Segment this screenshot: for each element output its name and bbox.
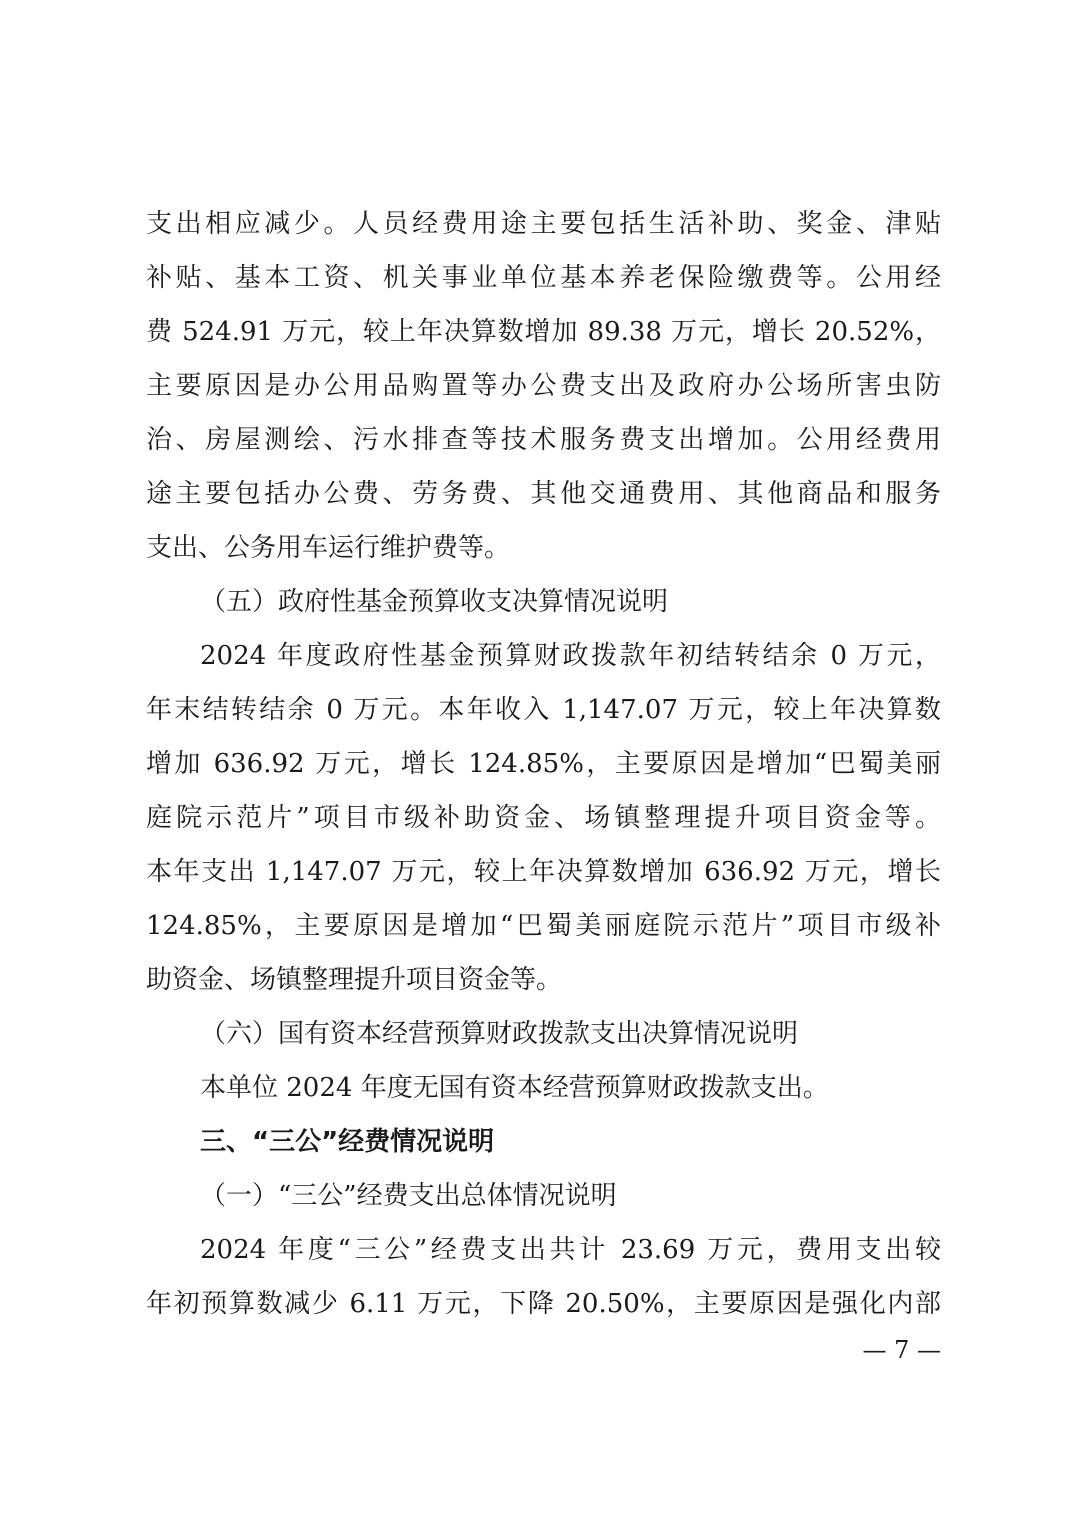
subsection-heading-1: （一）“三公”经费支出总体情况说明 [200,1181,617,1211]
body-line-7: 支出、公务用车运行维护费等。 [146,533,511,563]
body-line-17: 本单位 2024 年度无国有资本经营预算财政拨款支出。 [200,1073,829,1103]
body-line-5: 治、房屋测绘、污水排查等技术服务费支出增加。公用经费用 [146,425,941,455]
body-line-12: 庭院示范片”项目市级补助资金、场镇整理提升项目资金等。 [146,803,941,833]
body-line-9: 2024 年度政府性基金预算财政拨款年初结转结余 0 万元， [200,641,941,671]
section-heading-6: （六）国有资本经营预算财政拨款支出决算情况说明 [200,1019,799,1049]
body-line-3: 费 524.91 万元，较上年决算数增加 89.38 万元，增长 20.52%， [146,317,941,347]
page-number: — 7 — [862,1336,941,1364]
body-line-21: 年初预算数减少 6.11 万元，下降 20.50%，主要原因是强化内部 [146,1289,941,1319]
body-line-10: 年末结转结余 0 万元。本年收入 1,147.07 万元，较上年决算数 [146,695,941,725]
section-heading-5: （五）政府性基金预算收支决算情况说明 [200,587,669,617]
body-line-20: 2024 年度“三公”经费支出共计 23.69 万元，费用支出较 [200,1235,941,1265]
section-heading-three: 三、“三公”经费情况说明 [200,1127,495,1157]
body-line-13: 本年支出 1,147.07 万元，较上年决算数增加 636.92 万元，增长 [146,857,941,887]
body-line-1: 支出相应减少。人员经费用途主要包括生活补助、奖金、津贴 [146,209,941,239]
body-line-6: 途主要包括办公费、劳务费、其他交通费用、其他商品和服务 [146,479,941,509]
body-line-15: 助资金、场镇整理提升项目资金等。 [146,965,563,995]
body-line-4: 主要原因是办公用品购置等办公费支出及政府办公场所害虫防 [146,371,941,401]
body-line-14: 124.85%，主要原因是增加“巴蜀美丽庭院示范片”项目市级补 [146,911,941,941]
body-line-2: 补贴、基本工资、机关事业单位基本养老保险缴费等。公用经 [146,263,941,293]
body-line-11: 增加 636.92 万元，增长 124.85%，主要原因是增加“巴蜀美丽 [146,749,941,779]
